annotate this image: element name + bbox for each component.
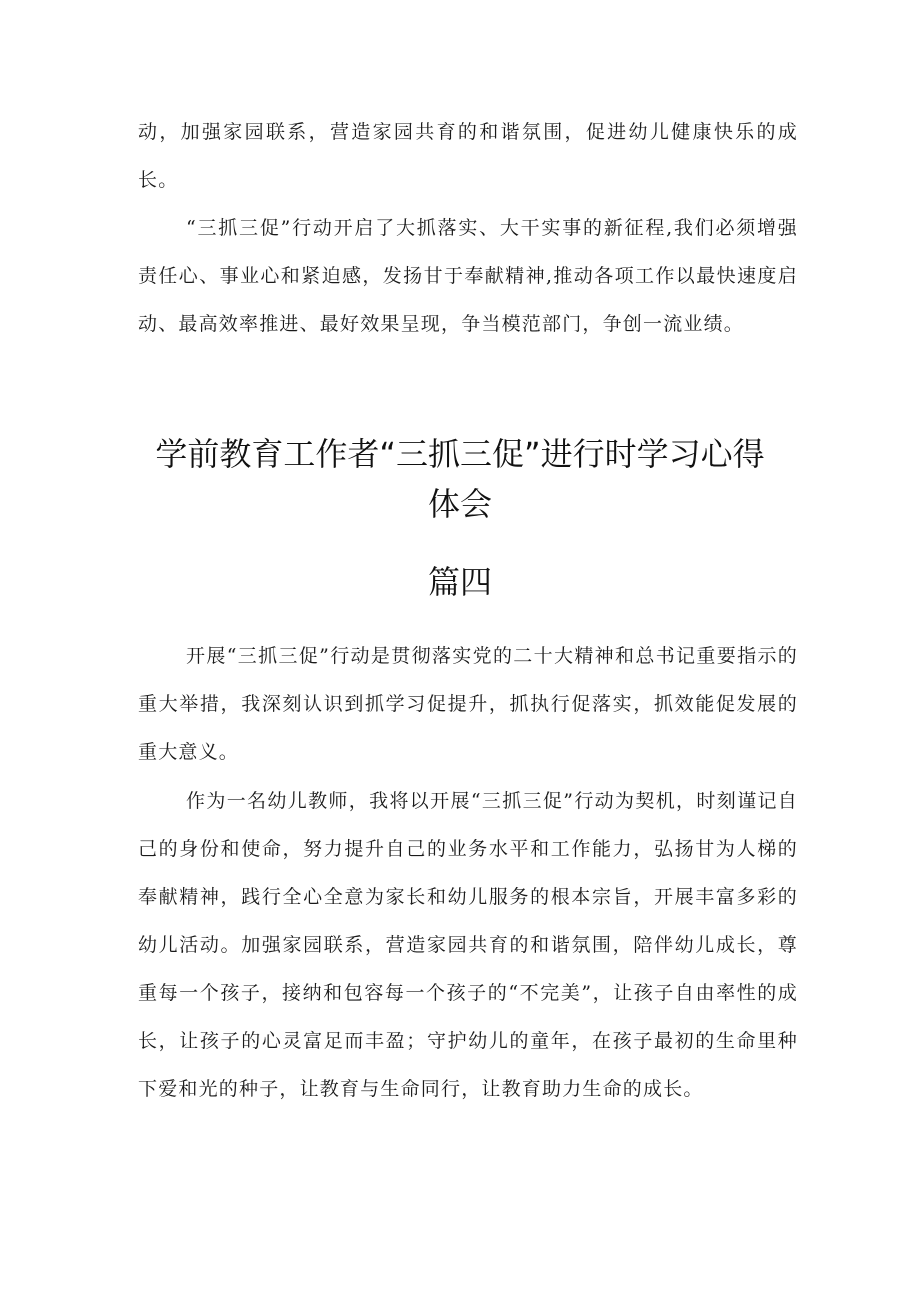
document-title-line-2: 体会 [427, 485, 492, 523]
body-paragraph-1: 开展“三抓三促”行动是贯彻落实党的二十大精神和总书记重要指示的重大举措，我深刻认识到抓学习促提升，抓执行促落实，抓效能促发展的重大意义。 [138, 645, 798, 763]
continuation-paragraph: 动，加强家园联系，营造家园共育的和谐氛围，促进幼儿健康快乐的成长。 [138, 121, 798, 191]
body-paragraph-2: 作为一名幼儿教师，我将以开展“三抓三促”行动为契机，时刻谨记自己的身份和使命，努力提升自己的业务水平和工作能力，弘扬甘为人梯的奉献精神，践行全心全意为家长和幼儿服务的根本宗旨，开展丰富多彩的幼儿活动。加强家园联系，营造家园共育的和谐氛围，陪伴幼儿成长，尊重每一个孩子，接纳和包容每一个孩子的“不完美”，让孩子自由率性的成长，让孩子的心灵富足而丰盈；守护幼儿的童年，在孩子最初的生命里种下爱和光的种子，让教育与生命同行，让教育助力生命的成长。 [138, 790, 798, 1100]
section-heading: 篇四 [427, 563, 492, 601]
closing-paragraph: “三抓三促”行动开启了大抓落实、大干实事的新征程,我们必须增强责任心、事业心和紧迫感，发扬甘于奉献精神,推动各项工作以最快速度启动、最高效率推进、最好效果呈现，争当模范部门，争创一流业绩。 [138, 217, 798, 335]
document-title-line-1: 学前教育工作者“三抓三促”进行时学习心得 [155, 435, 765, 473]
